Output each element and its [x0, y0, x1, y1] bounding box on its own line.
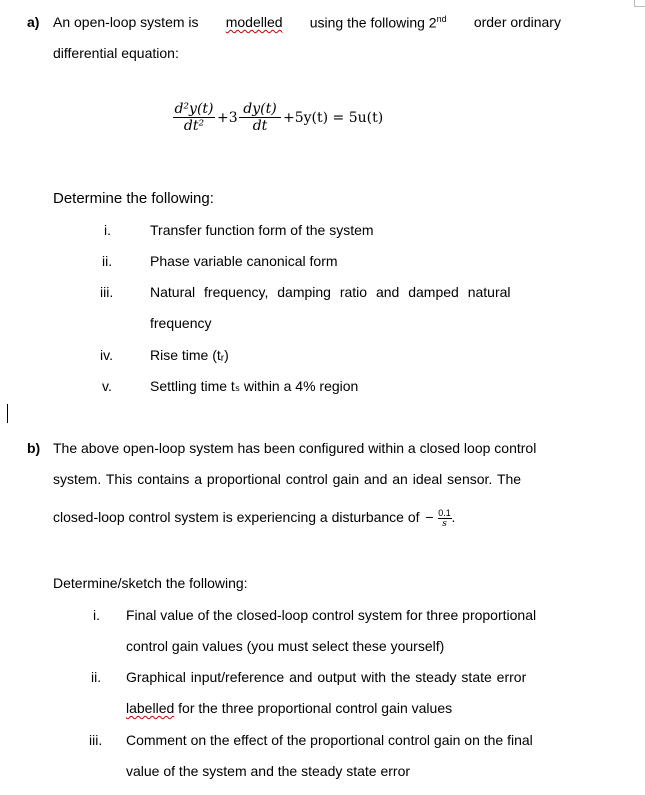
a-item-text-1: Transfer function form of the system	[150, 222, 374, 238]
part-a-determine: Determine the following:	[53, 190, 214, 207]
disturbance-fraction	[438, 508, 452, 529]
part-b-line2: system. This contains a proportional control gain and an ideal sensor. The	[53, 471, 522, 487]
intro-sup: nd	[436, 14, 447, 24]
a-item-num-1: i.	[104, 222, 111, 238]
intro-mid: using the following 2	[309, 14, 437, 31]
a-item-num-4: iv.	[100, 347, 113, 363]
part-a-intro-line2: differential equation:	[53, 45, 179, 61]
b-item-2-line2	[126, 700, 452, 716]
b-item-2-line1: Graphical input/reference and output with the steady state error	[126, 669, 527, 685]
b-item-num-1: i.	[93, 607, 100, 623]
part-b-line3-text: closed-loop control system is experiencing a disturbance of	[53, 509, 420, 526]
intro-mid-group	[310, 14, 447, 31]
a-item-num-2: ii.	[102, 253, 113, 269]
b-item-2-line2-rest: for the three proportional control gain values	[178, 700, 453, 716]
intro-modelled-word: modelled	[225, 14, 283, 30]
eq-term2-num: dy(t)	[243, 101, 277, 117]
part-b-line1: The above open-loop system has been configured within a closed loop control	[53, 440, 537, 456]
part-b-determine: Determine/sketch the following:	[53, 575, 248, 591]
part-b-line3	[53, 508, 455, 529]
page-corner-mark	[634, 0, 645, 7]
eq-term1-num: d²y(t)	[174, 101, 214, 117]
disturbance-num: 0.1	[438, 508, 451, 518]
a-item-text-3	[150, 284, 561, 300]
b-item-3-line2: value of the system and the steady state error	[126, 763, 411, 779]
b-item-3-line1: Comment on the effect of the proportional control gain on the final	[126, 732, 533, 748]
a-item-text-3-cont: frequency	[150, 315, 212, 331]
b-item-num-2: ii.	[91, 669, 102, 685]
disturbance-den: s	[442, 519, 447, 529]
part-b-label: b)	[27, 440, 41, 456]
a-item-num-3: iii.	[100, 284, 114, 300]
text-cursor	[7, 404, 8, 423]
part-a-label: a)	[27, 14, 40, 30]
a-item-text-5: Settling time tₛ within a 4% region	[150, 378, 359, 394]
a-item-text-4: Rise time (tᵣ)	[150, 347, 229, 363]
eq-term2-den: dt	[252, 118, 268, 134]
a-item-3-text: Natural frequency, damping ratio and damped natural	[150, 284, 511, 300]
eq-term1-fraction	[173, 101, 215, 134]
eq-term2-fraction	[239, 101, 281, 134]
b-item-num-3: iii.	[89, 732, 103, 748]
a-item-num-5: v.	[102, 378, 112, 394]
a-item-text-2: Phase variable canonical form	[150, 253, 338, 269]
labelled-word: labelled	[126, 700, 175, 716]
intro-pre: An open-loop system is	[53, 14, 199, 30]
part-a-intro-line1	[53, 14, 561, 31]
intro-post: order ordinary	[473, 14, 561, 30]
b-item-1-line2: control gain values (you must select these yourself)	[126, 638, 445, 654]
eq-plus3: +3	[217, 110, 238, 126]
eq-rest: +5y(t) = 5u(t)	[283, 110, 384, 126]
b-item-1-line1: Final value of the closed-loop control system for three proportional	[126, 607, 537, 623]
eq-term1-den: dt²	[183, 118, 205, 134]
disturbance-end: .	[451, 509, 456, 526]
disturbance-sign: −	[425, 509, 434, 526]
